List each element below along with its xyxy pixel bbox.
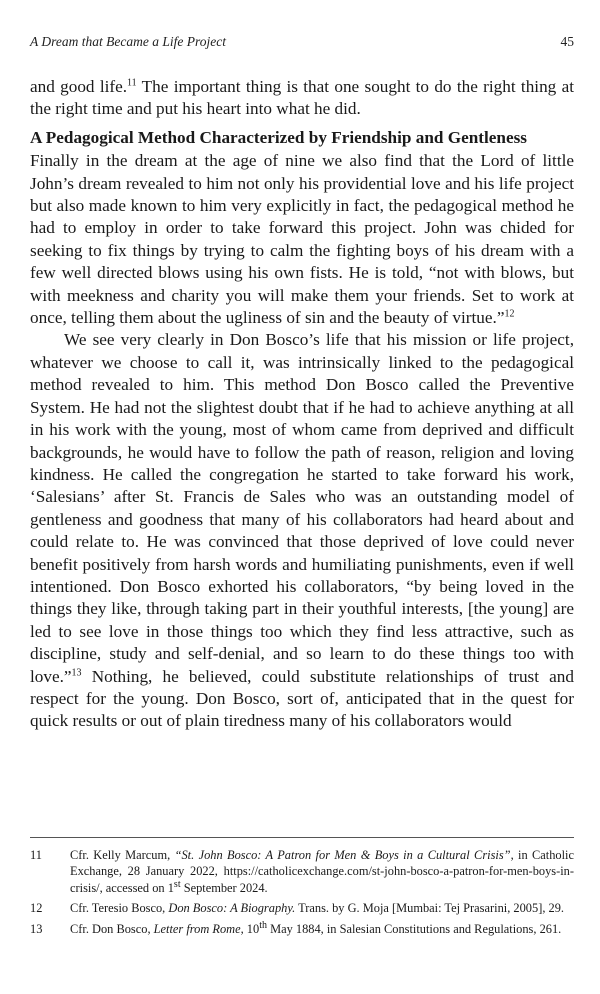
footnote-ordinal: st [173,878,181,890]
page-number: 45 [560,34,574,49]
footnote-text: May 1884, in Salesian Constitutions and Regulations, 261. [266,921,562,936]
paragraph [30,76,574,121]
footnote-title: Don Bosco: A Biography. [168,901,296,916]
paragraph-text: Nothing, he believed, could substitute relationships of trust and respect for the young. Don Bosco, sort of, anticipated that in the quest for quick results or out of plain tiredness many of his collaborators would [30,666,574,731]
paragraph-text: and good life. [30,77,128,96]
section-heading: A Pedagogical Method Characterized by Friendship and Gentleness [30,127,527,147]
footnote-text: , in Catholic Exchange, 28 January 2022, https://catholicexchange.com/st-john-bosco-a-patron-for-men-boys-in-crisis/, accessed on 1 [70,848,574,895]
footnote-ref[interactable]: 13 [71,666,82,678]
paragraph-text: The important thing is that one sought to do the right thing at the right time and put his heart into what he did. [30,77,574,119]
footnote-title: “St. John Bosco: A Patron for Men & Boys in a Cultural Crisis” [174,848,511,862]
footnote-ref[interactable]: 12 [504,308,515,320]
footnote-ordinal: th [259,919,267,931]
footnote [30,847,574,896]
running-header [30,34,574,54]
footnotes [30,847,574,941]
footnote-divider [30,837,574,838]
footnote-text: Cfr. Kelly Marcum, [70,848,175,862]
footnote-number: 11 [30,848,42,862]
footnote-number: 12 [30,901,43,916]
footnote-text: Cfr. Teresio Bosco, [70,901,169,916]
footnote-text: 10 [243,921,260,936]
body-text [30,76,574,733]
footnote [30,900,574,916]
footnote-number: 13 [30,921,43,936]
footnote [30,921,574,937]
paragraph-text: Finally in the dream at the age of nine we also find that the Lord of little John’s dream revealed to him not only his providential love and his life project but also made known to him very explicitly in fact, the pedagogical method he had to employ in order to take forward this project. John was chided for seeking to fix things by trying to calm the fighting boys of his dream with a few well directed blows using his own fists. He is told, “not with blows, but with meekness and charity you will make them your friends. Set to work at once, telling them about the ugliness of sin and the beauty of virtue.” [30,151,574,328]
paragraph [30,329,574,732]
paragraph-text: We see very clearly in Don Bosco’s life that his mission or life project, whatever we choose to call it, was intrinsically linked to the pedagogical method revealed to him. This method Don Bosco called the Preventive System. He had not the slightest doubt that if he had to achieve anything at all in his work with the young, most of whom came from deprived and difficult backgrounds, he would have to follow the path of reason, religion and loving kindness. He called the congregation he started to take forward his work, ‘Salesians’ after St. Francis de Sales who was an outstanding model of gentleness and goodness that many of his collaborators had heard about and could relate to. He was convinced that those deprived of love could never benefit positively from harsh words and humiliating punishments, even if well intentioned. Don Bosco exhorted his collaborators, “by being loved in the things they like, through taking part in their youthful interests, [the young] are led to see love in those things too which they find less attractive, such as discipline, study and self-denial, and so learn to do these things too with love.” [30,330,574,686]
footnote-text: Trans. by G. Moja [Mumbai: Tej Prasarini, 2005], 29. [295,901,564,916]
footnote-title: Letter from Rome, [153,921,244,936]
footnote-ref[interactable]: 11 [127,77,137,89]
footnote-text: September 2024. [180,880,268,895]
chapter-title: A Dream that Became a Life Project [30,34,226,49]
footnote-text: Cfr. Don Bosco, [70,921,154,936]
paragraph [30,150,574,329]
